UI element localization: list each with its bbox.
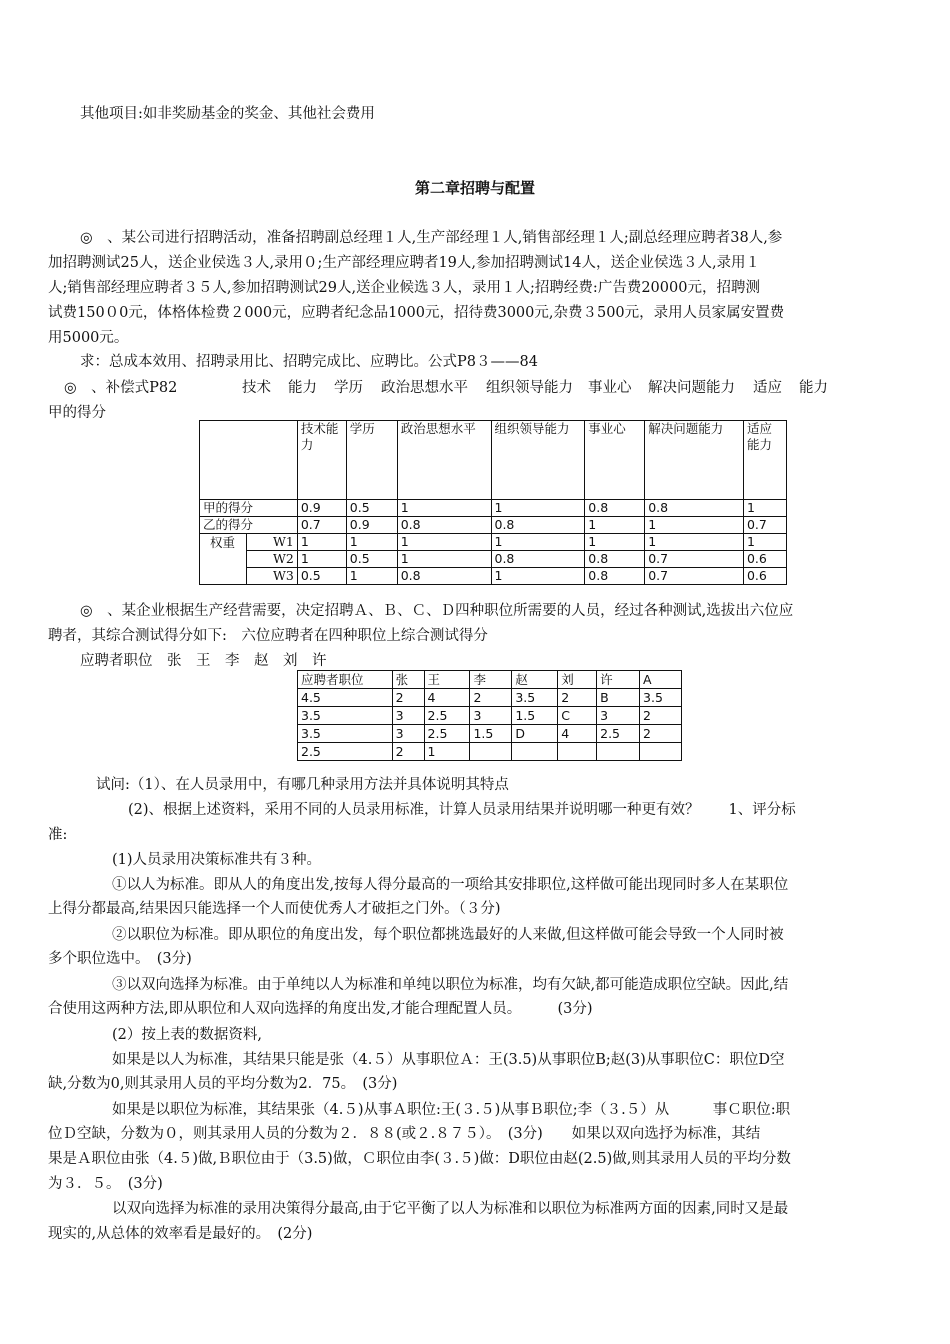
weighted-score-table xyxy=(199,420,787,585)
table-corner-cell xyxy=(200,421,298,500)
q2-header xyxy=(64,378,828,398)
q2-header-item: 解决问题能力 xyxy=(648,380,735,396)
answer-b2-line-1: 如果是以人为标准，其结果只能是张（4.５）从事职位Ａ：王(3.5)从事职位B;赵(3)从事职位C：职位D空 xyxy=(112,1052,785,1068)
table-cell: 1 xyxy=(491,500,585,517)
table-cell: 0.6 xyxy=(743,568,786,585)
weight-row-label: W1 xyxy=(246,534,297,551)
table-cell: 2.5 xyxy=(424,707,470,725)
table-cell: 0.8 xyxy=(585,568,645,585)
table-col-header: 张 xyxy=(392,671,424,689)
q3-line-1: ◎ 、某企业根据生产经营需要，决定招聘Ａ、Ｂ、Ｃ、Ｄ四种职位所需要的人员，经过各种测试,选拔出六位应 xyxy=(80,603,794,619)
table-cell: 2.5 xyxy=(298,743,393,761)
answer-b3-line-1: 如果是以职位为标准，其结果张（4.５)从事Ａ职位:王(３.５)从事Ｂ职位;李（３.５）从 事Ｃ职位:职 xyxy=(112,1102,791,1118)
table-cell: 3 xyxy=(470,707,512,725)
table-cell: 3.5 xyxy=(298,725,393,743)
table-cell xyxy=(597,743,640,761)
table-col-header: 应聘者职位 xyxy=(298,671,393,689)
table-cell: 0.9 xyxy=(346,517,397,534)
table-cell: 2 xyxy=(392,743,424,761)
q3-ask-1: 试问:（1）、在人员录用中，有哪几种录用方法并具体说明其特点 xyxy=(96,777,509,793)
q2-header-item: 事业心 xyxy=(588,380,632,396)
table-cell: 4 xyxy=(558,725,597,743)
q2-header-item: 技术 xyxy=(242,380,271,396)
table-cell: 1 xyxy=(491,534,585,551)
q2-header-item: 政治思想水平 xyxy=(381,380,468,396)
table-cell: 1 xyxy=(585,534,645,551)
table-cell: 2 xyxy=(392,689,424,707)
answer-b3-line-3: 果是Ａ职位由张（4.５)做,Ｂ职位由于（3.5)做，Ｃ职位由李(３.５)做：D职位由赵(2.5)做,则其录用人员的平均分数 xyxy=(48,1151,791,1167)
table-col-header: 政治思想水平 xyxy=(397,421,491,500)
table-cell: 0.5 xyxy=(346,551,397,568)
table-cell: 1 xyxy=(397,551,491,568)
table-cell: 4.5 xyxy=(298,689,393,707)
answer-a1: (1)人员录用决策标准共有３种。 xyxy=(112,852,322,868)
table-cell: 1 xyxy=(424,743,470,761)
table-cell: 0.7 xyxy=(645,551,744,568)
table-col-header: 适应能力 xyxy=(743,421,786,500)
q3-header-line: 应聘者职位 张 王 李 赵 刘 许 xyxy=(80,653,327,669)
q1-line-3: 人;销售部经理应聘者３５人,参加招聘测试29人,送企业候选３人，录用１人;招聘经费:广告费20000元，招聘测 xyxy=(48,280,760,296)
table-col-header: 组织领导能力 xyxy=(491,421,585,500)
table-cell: 1 xyxy=(645,517,744,534)
table-cell: 0.8 xyxy=(585,551,645,568)
table-cell: 1 xyxy=(645,534,744,551)
q3-ask-2a: (2)、根据上述资料，采用不同的人员录用标准，计算人员录用结果并说明哪一种更有效？ 1、评分标 xyxy=(128,802,796,818)
table-cell xyxy=(512,743,558,761)
answer-a4-line-1: ③以双向选择为标准。由于单纯以人为标准和单纯以职位为标准，均有欠缺,都可能造成职位空缺。因此,结 xyxy=(112,977,789,993)
q3-line-2: 聘者，其综合测试得分如下: 六位应聘者在四种职位上综合测试得分 xyxy=(48,628,488,644)
q3-ask-2b: 准: xyxy=(48,827,68,843)
row-label: 乙的得分 xyxy=(200,517,298,534)
table-cell: 1 xyxy=(743,500,786,517)
q2-header-item: 适应 xyxy=(753,380,782,396)
table-cell: 3.5 xyxy=(298,707,393,725)
table-col-header: 学历 xyxy=(346,421,397,500)
table-cell: 2 xyxy=(640,725,682,743)
table-cell: 2.5 xyxy=(597,725,640,743)
table-col-header: 解决问题能力 xyxy=(645,421,744,500)
table-cell xyxy=(558,743,597,761)
table-cell: 0.8 xyxy=(397,568,491,585)
table-cell: 0.8 xyxy=(645,500,744,517)
q2-header-item: 能力 xyxy=(288,380,317,396)
table-cell: 0.6 xyxy=(743,551,786,568)
table-col-header: 技术能力 xyxy=(297,421,346,500)
table-cell: 1 xyxy=(346,568,397,585)
answer-b3-line-2: 位Ｄ空缺，分数为０，则其录用人员的分数为２．８８(或２.８７５）。 (3分) 如果以双向选抒为标准，其结 xyxy=(48,1126,761,1142)
row-label: 甲的得分 xyxy=(200,500,298,517)
table-col-header: 刘 xyxy=(558,671,597,689)
table-cell: 0.7 xyxy=(297,517,346,534)
answer-a2-line-1: ①以人为标准。即从人的角度出发,按每人得分最高的一项给其安排职位,这样做可能出现同时多人在某职位 xyxy=(112,877,789,893)
table-cell: 3 xyxy=(597,707,640,725)
table-cell: 0.8 xyxy=(491,551,585,568)
table-cell: C xyxy=(558,707,597,725)
table-cell: 0.8 xyxy=(397,517,491,534)
weight-label: 权重 xyxy=(200,534,247,585)
answer-b2-line-2: 缺,分数为0,则其录用人员的平均分数为2．75。 (3分) xyxy=(48,1076,398,1092)
answer-a3-line-1: ②以职位为标准。即从职位的角度出发，每个职位都挑选最好的人来做,但这样做可能会导致一个人同时被 xyxy=(112,927,784,943)
table-header-row xyxy=(200,421,787,500)
table-col-header: 事业心 xyxy=(585,421,645,500)
top-line: 其他项目:如非奖励基金的奖金、其他社会费用 xyxy=(80,106,375,122)
answer-b1: (2）按上表的数据资料, xyxy=(112,1027,262,1043)
table-cell: 3.5 xyxy=(640,689,682,707)
table-cell: 1.5 xyxy=(470,725,512,743)
table-cell: 1 xyxy=(346,534,397,551)
table-cell: 1 xyxy=(297,551,346,568)
table-row xyxy=(200,551,787,568)
table-cell: 0.5 xyxy=(297,568,346,585)
table-cell: 1 xyxy=(585,517,645,534)
table-col-header: 李 xyxy=(470,671,512,689)
table-cell xyxy=(470,743,512,761)
q2-score-label: 甲的得分 xyxy=(48,405,106,421)
q1-ask: 求：总成本效用、招聘录用比、招聘完成比、应聘比。公式P8３——84 xyxy=(80,354,538,370)
answer-b3-line-4: 为３．５。 (3分) xyxy=(48,1176,163,1192)
table-cell: 2 xyxy=(470,689,512,707)
table-cell xyxy=(640,743,682,761)
q1-line-4: 试费150０0元，体格体检费２000元，应聘者纪念品1000元，招待费3000元,杂费３500元，录用人员家属安置费 xyxy=(48,305,785,321)
table-cell: 2 xyxy=(558,689,597,707)
q2-header-prefix: ◎ 、补偿式P82 xyxy=(64,380,178,396)
table-cell: 2 xyxy=(640,707,682,725)
table-row xyxy=(298,689,682,707)
table-col-header: A xyxy=(640,671,682,689)
table-row xyxy=(298,743,682,761)
table-cell: 0.7 xyxy=(743,517,786,534)
answer-conclusion-line-1: 以双向选择为标准的录用决策得分最高,由于它平衡了以人为标准和以职位为标准两方面的因素,同时又是最 xyxy=(112,1201,789,1217)
table-cell: 0.7 xyxy=(645,568,744,585)
table-col-header: 赵 xyxy=(512,671,558,689)
table-cell: D xyxy=(512,725,558,743)
table-row xyxy=(200,568,787,585)
table-cell: 0.8 xyxy=(491,517,585,534)
answer-a4-line-2: 合使用这两种方法,即从职位和人双向选择的角度出发,才能合理配置人员。 (3分) xyxy=(48,1001,593,1017)
table-header-row xyxy=(298,671,682,689)
table-row xyxy=(200,534,787,551)
candidate-score-table xyxy=(297,670,682,761)
table-col-header: 王 xyxy=(424,671,470,689)
table-cell: 1 xyxy=(743,534,786,551)
table-row xyxy=(200,500,787,517)
table-cell: 0.9 xyxy=(297,500,346,517)
table-col-header: 许 xyxy=(597,671,640,689)
table-cell: 3 xyxy=(392,707,424,725)
q2-header-item: 学历 xyxy=(334,380,363,396)
weight-row-label: W3 xyxy=(246,568,297,585)
table-row xyxy=(200,517,787,534)
table-cell: 3.5 xyxy=(512,689,558,707)
table-cell: 1 xyxy=(297,534,346,551)
table-cell: 2.5 xyxy=(424,725,470,743)
answer-a2-line-2: 上得分都最高,结果因只能选择一个人而使优秀人才破拒之门外。（３分) xyxy=(48,901,501,917)
table-cell: 1.5 xyxy=(512,707,558,725)
weight-row-label: W2 xyxy=(246,551,297,568)
table-cell: 1 xyxy=(491,568,585,585)
table-cell: 1 xyxy=(397,500,491,517)
table-cell: 4 xyxy=(424,689,470,707)
q2-header-item: 组织领导能力 xyxy=(486,380,573,396)
chapter-title: 第二章招聘与配置 xyxy=(414,179,535,197)
table-cell: 0.8 xyxy=(585,500,645,517)
table-row xyxy=(298,725,682,743)
table-cell: 1 xyxy=(397,534,491,551)
q1-line-1: ◎ 、某公司进行招聘活动，准备招聘副总经理１人,生产部经理１人,销售部经理１人;副总经理应聘者38人,参 xyxy=(80,230,783,246)
table-row xyxy=(298,707,682,725)
q1-line-2: 加招聘测试25人，送企业侯选３人,录用０;生产部经理应聘者19人,参加招聘测试14人，送企业侯选３人,录用１ xyxy=(48,255,761,271)
answer-conclusion-line-2: 现实的,从总体的效率看是最好的。 (2分) xyxy=(48,1226,313,1242)
table-cell: 3 xyxy=(392,725,424,743)
q1-line-5: 用5000元。 xyxy=(48,330,129,346)
q2-header-item: 能力 xyxy=(799,380,828,396)
table-cell: B xyxy=(597,689,640,707)
answer-a3-line-2: 多个职位选中。 (3分) xyxy=(48,951,192,967)
table-cell: 0.5 xyxy=(346,500,397,517)
